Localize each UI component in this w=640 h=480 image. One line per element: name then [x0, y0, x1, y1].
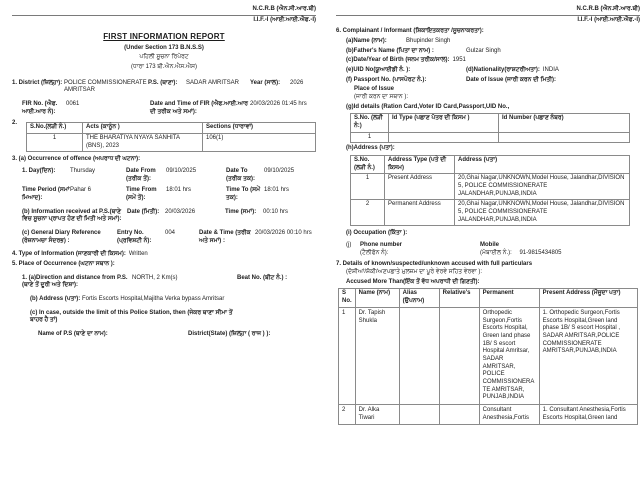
father-name-row [336, 48, 640, 56]
fir-row [12, 101, 316, 116]
address-row-1 [351, 174, 630, 200]
addr-col-address: Address (ਪਤਾ) [455, 156, 630, 174]
acts-col-sno: S.No.(ਲੜੀ ਨੰ.) [27, 123, 83, 134]
page-title: FIRST INFORMATION REPORT [103, 32, 225, 42]
accused-row1-permanent: Orthopedic Surgeon,Fortis Escorts Hospital, Green land phase 1B/ S escort Hospital Amritsar, SADAR AMRITSAR, POLICE COMMISSIONERA TE AMRITSAR, PUNJAB,INDIA [479, 307, 539, 404]
time-to-value: 18:01 hrs [264, 187, 290, 194]
accused-row2-name: Dr. Alka Tiwari [355, 404, 399, 424]
gd-datetime-value: 20/03/2026 00:10 hrs [255, 230, 312, 236]
address-table [350, 155, 630, 226]
acts-row1-act: THE BHARATIYA NYAYA SANHITA (BNS), 2023 [83, 133, 203, 151]
title-subtitle-pa2: (ਧਾਰਾ 173 ਬੀ.ਐਨ.ਐਸ.ਐਸ) [131, 63, 197, 70]
accused-more-than-label: Accused More Than(ਇੱਕ ਤੋਂ ਵੱਧ ਅਪਰਾਧੀ ਦੀ ਗਿਣਤੀ): [346, 278, 480, 285]
ncrb-label: N.C.R.B (ਐਨ.ਸੀ.ਆਰ.ਬੀ) [336, 6, 640, 16]
ps-value: SADAR AMRITSAR [186, 79, 240, 86]
acts-col-sections: Sections (ਧਾਰਾਵਾਂ) [203, 123, 316, 134]
mobile-line [480, 250, 562, 258]
acts-col-act: Acts (ਕਾਨੂੰਨ ) [83, 123, 203, 134]
gd-datetime-label: Date & Time (ਤਰੀਕ ਅਤੇ ਸਮਾਂ) : [199, 230, 251, 244]
direction-value: NORTH, 2 Km(s) [132, 274, 178, 281]
occurrence-day-row [12, 168, 316, 183]
accused-col-permanent: Permanent [479, 289, 539, 307]
page2-header [336, 6, 640, 24]
district-row [12, 80, 316, 95]
ps-name-label: Name of P.S (ਥਾਣੇ ਦਾ ਨਾਮ): [38, 331, 108, 338]
info-received-label: (b) Information received at P.S.(ਥਾਣੇ ਵਿਚ ਸੂਚਨਾ ਪ੍ਰਾਪਤ ਹੋਣ ਦੀ ਮਿਤੀ ਅਤੇ ਸਮਾਂ): [22, 208, 122, 223]
acts-row1-section: 106(1) [203, 133, 316, 151]
address-row [12, 296, 316, 304]
acts-table [26, 122, 316, 152]
accused-row2-alias [399, 404, 439, 424]
accused-col-name: Name (ਨਾਮ) [355, 289, 399, 307]
acts-prefix: 2. [12, 120, 18, 127]
accused-row1-alias [399, 307, 439, 404]
id-row-1 [351, 132, 630, 143]
occupation-label: (i) Occupation (ਕਿੱਤਾ ): [346, 230, 408, 237]
fir-datetime-label: Date and Time of FIR (ਐਫ.ਆਈ.ਆਰ ਦੀ ਤਰੀਕ ਅਤੇ ਸਮਾਂ): [150, 100, 248, 115]
acts-row1-sno: 1 [27, 133, 83, 151]
accused-col-sno: S No. [339, 289, 356, 307]
addr-col-type: Address Type (ਪਤੇ ਦੀ ਕਿਸਮ) [385, 156, 455, 174]
district-label: 1. District (ਜ਼ਿਲ੍ਹਾ): [12, 79, 63, 86]
time-from-label: Time From (ਸਮੇਂ ਤੋਂ): [126, 187, 157, 201]
issue-place-label: Place of Issue [354, 86, 395, 93]
mobile-value: 91-9815434805 [519, 249, 562, 256]
phone-row [336, 242, 640, 257]
issue-date-label: Date of Issue (ਜਾਰੀ ਕਰਨ ਦੀ ਮਿਤੀ): [466, 76, 557, 83]
addr-row2-address: 20,Ghai Nagar,UNKNOWN,Model House, Jalandhar,DIVISION 5, POLICE COMMISSIONERATE JALANDHAR,PUNJAB,INDIA [455, 200, 630, 226]
gd-entry-value: 004 [165, 230, 176, 236]
fir-no-label: FIR No. (ਐਫ. ਆਈ.ਆਰ ਨੰ): [22, 100, 58, 115]
mobile-block [480, 242, 562, 257]
acts-section [12, 120, 316, 152]
id-col-type: Id Type (ਪਛਾਣ ਪੱਤਰ ਦੀ ਕਿਸਮ ) [389, 114, 499, 132]
ps-district-row [12, 331, 316, 339]
date-from-label: Date From (ਤਰੀਕ ਤੋਂ): [126, 167, 156, 182]
time-to-label: Time To (ਸਮੇਂ ਤਕ): [226, 187, 261, 201]
id-header-row [351, 114, 630, 132]
issue-place-label-pa: (ਜਾਰੀ ਕਰਨ ਦਾ ਸਥਾਨ ): [354, 94, 409, 101]
type-info-row [12, 251, 316, 259]
uid-label: (e)UID No(ਯੂਆਈਡੀ ਨੰ. ): [346, 67, 411, 74]
address-label: (b) Address (ਪਤਾ): [30, 296, 81, 303]
id-col-number: Id Number (ਪਛਾਣ ਨੰਬਰ) [499, 114, 630, 132]
father-name-label: (b)Father's Name (ਪਿਤਾ ਦਾ ਨਾਮ) : [346, 47, 434, 54]
id-row1-number [499, 132, 630, 143]
accused-heading-pa: (ਦੋਸ਼ੀਆਂ/ਸ਼ੱਕੀ/ਅਣਪਛਾਤੇ ਮੁਲਜ਼ਮ ਦਾ ਪੂਰੇ ਵੇਰਵੇ ਸਹਿਤ ਵੇਰਵਾ ): [346, 269, 483, 276]
fir-page-2 [322, 0, 640, 480]
info-date-value: 20/03/2026 [165, 208, 196, 215]
time-from-value: 18:01 hrs [166, 187, 192, 194]
title-subtitle-en: (Under Section 173 B.N.S.S) [124, 44, 204, 51]
occurrence-heading: 3. (a) Occurrence of offence (ਅਪਰਾਧ ਦੀ ਘਟਨਾ): [12, 156, 141, 163]
info-received-row [12, 209, 316, 224]
passport-row [336, 77, 640, 85]
phone-label-en: Phone number [360, 242, 403, 249]
nationality-value: INDIA [542, 67, 559, 74]
acts-row-1 [27, 133, 316, 151]
address-header-row [351, 156, 630, 174]
accused-table [338, 288, 638, 425]
gd-label: (c) General Diary Reference (ਰੋਜ਼ਨਾਮਚਾ ਸੰਦਰਭ) : [22, 230, 101, 244]
addr-row2-sno: 2 [351, 200, 385, 226]
direction-label: 1. (a)Direction and distance from P.S. (ਥਾਣੇ ਤੋਂ ਦੂਰੀ ਅਤੇ ਦਿਸ਼ਾ): [22, 274, 128, 289]
complainant-heading: 6. Complainant / Informant (ਸ਼ਿਕਾਇਤਕਰਤਾ /ਸੂਚਨਾਕਰਤਾ): [336, 28, 484, 35]
iif-label: I.I.F.-I (ਆਈ.ਆਈ.ਐਫ.-I) [253, 16, 316, 23]
accused-col-relative: Relative's [439, 289, 479, 307]
nationality-label: (d)Nationality(ਰਾਸ਼ਟਰੀਅਤਾ): [466, 67, 540, 74]
info-time-label: Time (ਸਮਾਂ): [225, 208, 257, 215]
phone-label-pa: (ਟੈਲੀਫੋਨ ਨੰ): [360, 249, 389, 256]
accused-heading: 7. Details of known/suspected/unknown accused with full particulars [336, 261, 533, 268]
date-to-value: 09/10/2025 [264, 167, 295, 174]
accused-row1-sno: 1 [339, 307, 356, 404]
accused-row2-permanent: Consultant Anesthesia,Fortis [479, 404, 539, 424]
acts-header-row [27, 123, 316, 134]
title-subtitle-pa1: ਪਹਿਲੀ ਸੂਚਨਾ ਰਿਪੋਰਟ [139, 54, 189, 61]
accused-row-2 [339, 404, 638, 424]
title-block [12, 32, 316, 71]
uid-nationality-row [336, 67, 640, 75]
dob-value: 1951 [452, 57, 466, 64]
date-from-value: 09/10/2025 [166, 167, 197, 174]
phone-label [360, 242, 480, 257]
page1-header [12, 6, 316, 24]
year-value: 2026 [290, 79, 304, 86]
address-value: Fortis Escorts Hospital,Majitha Verka bypass Amritsar [82, 296, 225, 303]
accused-col-alias: Alias (ਉਪਨਾਮ) [399, 289, 439, 307]
day-label: 1. Day(ਦਿਨ): [22, 167, 56, 174]
addr-row1-sno: 1 [351, 174, 385, 200]
place-heading: 5. Place of Occurrence (ਘਟਨਾ ਸਥਾਨ ): [12, 261, 115, 268]
gd-entry-label: Entry No. (ਪ੍ਰਵਿਸ਼ਟੀ ਨੰ): [117, 230, 152, 244]
year-label: Year (ਸਾਲ): [250, 79, 281, 86]
accused-row1-name: Dr. Tapish Shukla [355, 307, 399, 404]
occurrence-time-row [12, 187, 316, 202]
accused-row1-present: 1. Orthopedic Surgeon,Fortis Escorts Hospital,Green land phase 1B/ S escort Hospital , SADAR AMRITSAR,POLICE COMMISSIONERATE AMRITSAR,PUNJAB,INDIA [539, 307, 637, 404]
mobile-label-en: Mobile [480, 242, 499, 249]
addr-row2-type: Permanent Address [385, 200, 455, 226]
day-value: Thursday [70, 167, 96, 174]
id-col-sno: S.No. (ਲੜੀ ਨੰ:) [351, 114, 389, 132]
info-time-value: 00:10 hrs [263, 208, 289, 215]
fir-datetime-value: 20/03/2026 01:45 hrs [250, 100, 307, 107]
time-period-value: Pahar 6 [70, 187, 92, 194]
dob-label: (c)Date/Year of Birth (ਜਨਮ ਤਰੀਕ/ਸਾਲ): [346, 57, 450, 64]
accused-row2-present: 1. Consultant Anesthesia,Fortis Escorts Hospital,Green land [539, 404, 637, 424]
name-label: (a)Name (ਨਾਮ): [346, 38, 387, 45]
passport-label: (f) Passport No. (ਪਾਸਪੋਰਟ ਨੰ.): [346, 76, 427, 83]
info-date-label: Date (ਮਿਤੀ): [127, 208, 160, 215]
father-name-value: Gulzar Singh [466, 47, 501, 54]
direction-row [12, 275, 316, 290]
id-row1-sno: 1 [351, 132, 389, 143]
time-period-label: Time Period (ਸਮਾਂ ਮਿਆਦ): [22, 187, 70, 201]
type-info-value: Written [128, 251, 148, 258]
id-row1-type [389, 132, 499, 143]
fir-no-value: 0061 [66, 100, 80, 107]
address-section-label: (h)Address (ਪਤਾ): [346, 145, 395, 152]
complainant-name-row [336, 38, 640, 46]
phone-prefix: (j) [346, 242, 352, 249]
name-value: Bhupinder Singh [406, 38, 451, 45]
addr-row1-type: Present Address [385, 174, 455, 200]
gd-reference-row [12, 230, 316, 245]
district-value: POLICE COMMISSIONERATE AMRITSAR [64, 79, 147, 94]
id-table [350, 113, 630, 143]
type-info-label: 4. Type of Information (ਜਾਣਕਾਰੀ ਦੀ ਕਿਸਮ): [12, 251, 126, 258]
address-row-2 [351, 200, 630, 226]
mobile-label-pa: (ਮੋਬਾਈਲ ਨੰ.): [480, 249, 512, 256]
outside-limit-label: (c) In case, outside the limit of this Police Station, then (ਜੇਕਰ ਥਾਣਾ ਸੀਮਾ ਤੋਂ ਬਾਹਰ ਹੈ ਤਾਂ) [30, 309, 233, 324]
accused-col-present: Present Address (ਮੌਜੂਦਾ ਪਤਾ) [539, 289, 637, 307]
accused-row-1 [339, 307, 638, 404]
addr-row1-address: 20,Ghai Nagar,UNKNOWN,Model House, Jalandhar,DIVISION 5, POLICE COMMISSIONERATE JALANDHAR,PUNJAB,INDIA [455, 174, 630, 200]
accused-row2-sno: 2 [339, 404, 356, 424]
iif-label: I.I.F.-I (ਆਈ.ਆਈ.ਐਫ.-I) [577, 16, 640, 23]
id-details-label: (g)Id details (Ration Card,Voter ID Card,Passport,UID No., [346, 103, 510, 110]
accused-row1-relative [439, 307, 479, 404]
beat-no-label: Beat No. (ਬੀਟ ਨੰ.) : [237, 274, 288, 281]
accused-row2-relative [439, 404, 479, 424]
dob-row [336, 57, 640, 65]
district-state-label: District(State) (ਜ਼ਿਲ੍ਹਾ ( ਰਾਜ ) ): [188, 331, 271, 338]
ps-label: P.S. (ਥਾਣਾ): [148, 79, 178, 86]
addr-col-sno: S.No. (ਲੜੀ ਨੰ.) [351, 156, 385, 174]
ncrb-label: N.C.R.B (ਐਨ.ਸੀ.ਆਰ.ਬੀ) [12, 6, 316, 16]
accused-header-row [339, 289, 638, 307]
date-to-label: Date To (ਤਰੀਕ ਤਕ): [226, 167, 256, 182]
